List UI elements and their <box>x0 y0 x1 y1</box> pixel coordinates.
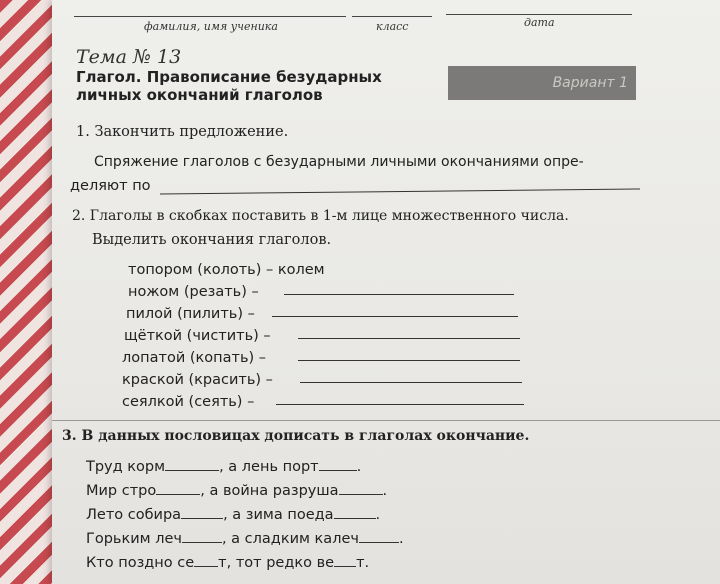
date-line <box>446 14 632 15</box>
task2-item: пилой (пилить) – <box>126 306 255 322</box>
task2-answer-line[interactable] <box>276 404 524 405</box>
proverb-part: . <box>382 483 388 499</box>
name-line <box>74 16 346 17</box>
proverb-row <box>86 506 380 523</box>
title-line-2: личных окончаний глаголов <box>76 86 323 104</box>
task1-text-line1: Спряжение глаголов с безударными личными окончаниями опре- <box>94 154 584 170</box>
proverb-part: т, тот редко ве <box>218 555 335 571</box>
worksheet-page <box>52 0 720 584</box>
proverb-part: . <box>398 531 404 547</box>
task1-heading: 1. Закончить предложение. <box>76 124 289 140</box>
title-line-1: Глагол. Правописание безударных <box>76 68 382 86</box>
proverb-part: Лето собира <box>86 507 182 523</box>
proverb-row <box>86 482 387 499</box>
proverb-part: Мир стро <box>86 483 157 499</box>
task2-answer-line[interactable] <box>298 360 520 361</box>
task2-answer-line[interactable] <box>300 382 522 383</box>
proverb-part: Горьким леч <box>86 531 182 547</box>
task2-item: ножом (резать) – <box>128 284 259 300</box>
task2-item: сеялкой (сеять) – <box>122 394 255 410</box>
page-title <box>76 68 436 104</box>
task2-item: щёткой (чистить) – <box>124 328 271 344</box>
proverb-row <box>86 458 361 475</box>
task2-item: топором (колоть) – колем <box>128 262 325 278</box>
proverb-row <box>86 554 369 571</box>
proverb-part: , а зима поеда <box>223 507 334 523</box>
section-divider <box>52 420 720 421</box>
task2-answer-line[interactable] <box>298 338 520 339</box>
proverb-blank[interactable] <box>334 554 356 567</box>
proverb-blank[interactable] <box>359 530 399 543</box>
proverb-row <box>86 530 404 547</box>
variant-badge: Вариант 1 <box>448 66 636 100</box>
task2-heading-line2: Выделить окончания глаголов. <box>92 232 332 248</box>
proverb-part: . <box>356 459 362 475</box>
date-caption: дата <box>524 16 555 29</box>
proverb-blank[interactable] <box>182 530 222 543</box>
proverb-part: Труд корм <box>86 459 166 475</box>
class-caption: класс <box>376 20 409 33</box>
proverb-blank[interactable] <box>334 506 376 519</box>
proverb-blank[interactable] <box>165 458 219 471</box>
task2-answer-line[interactable] <box>284 294 514 295</box>
name-caption: фамилия, имя ученика <box>144 20 278 33</box>
proverb-blank[interactable] <box>156 482 200 495</box>
topic-number: Тема № 13 <box>76 46 182 68</box>
task1-answer-line[interactable] <box>160 188 640 194</box>
proverb-blank[interactable] <box>339 482 383 495</box>
proverb-blank[interactable] <box>194 554 218 567</box>
task2-item: лопатой (копать) – <box>122 350 267 366</box>
proverb-part: , а война разруша <box>200 483 339 499</box>
class-line <box>352 16 432 17</box>
proverb-part: Кто поздно се <box>86 555 195 571</box>
task1-text-line2: деляют по <box>70 178 151 194</box>
proverb-part: . <box>375 507 381 523</box>
proverb-blank[interactable] <box>319 458 357 471</box>
proverb-part: , а сладким калеч <box>221 531 359 547</box>
task2-heading-line1: 2. Глаголы в скобках поставить в 1-м лице множественного числа. <box>72 208 569 224</box>
task2-answer-line[interactable] <box>272 316 518 317</box>
proverb-blank[interactable] <box>181 506 223 519</box>
task2-item: краской (красить) – <box>122 372 273 388</box>
proverb-part: т. <box>356 555 370 571</box>
proverb-part: , а лень порт <box>219 459 319 475</box>
task3-heading: 3. В данных пословицах дописать в глаголах окончание. <box>62 428 530 444</box>
